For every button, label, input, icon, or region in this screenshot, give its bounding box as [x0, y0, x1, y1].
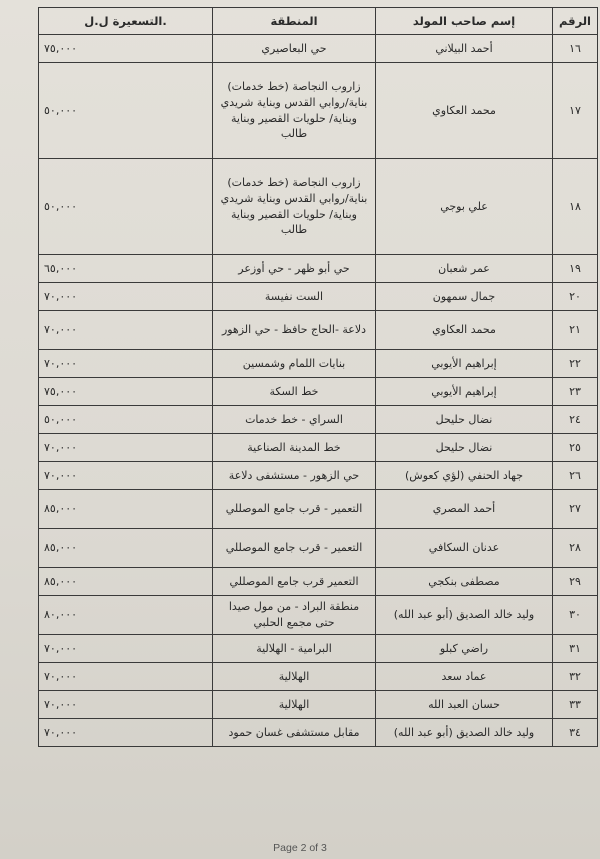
- header-owner: إسم صاحب المولد: [376, 8, 553, 35]
- cell-owner: محمد العكاوي: [376, 63, 553, 159]
- cell-price: ٧٥,٠٠٠: [39, 378, 213, 406]
- cell-number: ٢١: [553, 311, 598, 350]
- table-row: [39, 63, 598, 159]
- table-row: [39, 35, 598, 63]
- cell-number: ٣١: [553, 635, 598, 663]
- cell-area: دلاعة -الحاج حافظ - حي الزهور: [213, 311, 376, 350]
- table-row: [39, 255, 598, 283]
- cell-area: البرامية - الهلالية: [213, 635, 376, 663]
- cell-area: الست نفيسة: [213, 283, 376, 311]
- table-row: [39, 378, 598, 406]
- cell-price: ٧٠,٠٠٠: [39, 691, 213, 719]
- cell-area: مقابل مستشفى غسان حمود: [213, 719, 376, 747]
- table-row: [39, 311, 598, 350]
- cell-owner: عدنان السكافي: [376, 529, 553, 568]
- cell-number: ٢٥: [553, 434, 598, 462]
- cell-price: ٥٠,٠٠٠: [39, 406, 213, 434]
- cell-price: ٨٥,٠٠٠: [39, 490, 213, 529]
- cell-area: زاروب النجاصة (خط خدمات) بناية/روابي القدس وبناية شريدي وبناية/ حلويات القصير وبناية طالب: [213, 63, 376, 159]
- cell-number: ١٩: [553, 255, 598, 283]
- header-area: المنطقة: [213, 8, 376, 35]
- cell-owner: وليد خالد الصديق (أبو عبد الله): [376, 719, 553, 747]
- cell-owner: عمر شعبان: [376, 255, 553, 283]
- cell-number: ٢٠: [553, 283, 598, 311]
- cell-number: ٢٤: [553, 406, 598, 434]
- cell-owner: وليد خالد الصديق (أبو عبد الله): [376, 596, 553, 635]
- table-row: [39, 159, 598, 255]
- cell-price: ٧٠,٠٠٠: [39, 311, 213, 350]
- cell-price: ٧٠,٠٠٠: [39, 434, 213, 462]
- generator-pricing-table: [38, 7, 598, 747]
- cell-area: حي أبو ظهر - حي أوزعر: [213, 255, 376, 283]
- table-row: [39, 462, 598, 490]
- cell-number: ٣٤: [553, 719, 598, 747]
- cell-number: ١٧: [553, 63, 598, 159]
- cell-price: ٨٥,٠٠٠: [39, 568, 213, 596]
- table-row: [39, 283, 598, 311]
- cell-area: الهلالية: [213, 663, 376, 691]
- cell-area: التعمير قرب جامع الموصللي: [213, 568, 376, 596]
- cell-number: ٢٢: [553, 350, 598, 378]
- cell-owner: أحمد المصري: [376, 490, 553, 529]
- cell-price: ٧٠,٠٠٠: [39, 283, 213, 311]
- cell-area: بنايات اللمام وشمسين: [213, 350, 376, 378]
- cell-owner: محمد العكاوي: [376, 311, 553, 350]
- cell-owner: أحمد البيلاني: [376, 35, 553, 63]
- table-row: [39, 434, 598, 462]
- cell-price: ٨٠,٠٠٠: [39, 596, 213, 635]
- cell-price: ٦٥,٠٠٠: [39, 255, 213, 283]
- cell-owner: نضال حليحل: [376, 406, 553, 434]
- cell-area: حي البعاصيري: [213, 35, 376, 63]
- cell-number: ١٨: [553, 159, 598, 255]
- cell-number: ١٦: [553, 35, 598, 63]
- page-footer: Page 2 of 3: [273, 842, 327, 854]
- cell-owner: جمال سمهون: [376, 283, 553, 311]
- cell-price: ٧٠,٠٠٠: [39, 350, 213, 378]
- table-row: [39, 568, 598, 596]
- cell-area: التعمير - قرب جامع الموصللي: [213, 490, 376, 529]
- cell-area: الهلالية: [213, 691, 376, 719]
- cell-price: ٥٠,٠٠٠: [39, 63, 213, 159]
- cell-owner: مصطفى بنكجي: [376, 568, 553, 596]
- cell-price: ٧٥,٠٠٠: [39, 35, 213, 63]
- table-row: [39, 635, 598, 663]
- cell-area: التعمير - قرب جامع الموصللي: [213, 529, 376, 568]
- table-row: [39, 663, 598, 691]
- cell-owner: نضال حليحل: [376, 434, 553, 462]
- cell-area: زاروب النجاصة (خط خدمات) بناية/روابي القدس وبناية شريدي وبناية/ حلويات القصير وبناية طالب: [213, 159, 376, 255]
- cell-price: ٧٠,٠٠٠: [39, 663, 213, 691]
- table-row: [39, 350, 598, 378]
- cell-owner: إبراهيم الأيوبي: [376, 378, 553, 406]
- table-row: [39, 406, 598, 434]
- cell-price: ٧٠,٠٠٠: [39, 462, 213, 490]
- table-row: [39, 529, 598, 568]
- cell-number: ٢٣: [553, 378, 598, 406]
- cell-owner: عماد سعد: [376, 663, 553, 691]
- cell-owner: جهاد الحنفي (لؤي كعوش): [376, 462, 553, 490]
- cell-price: ٨٥,٠٠٠: [39, 529, 213, 568]
- cell-number: ٢٨: [553, 529, 598, 568]
- table-header-row: [39, 8, 598, 35]
- cell-area: حي الزهور - مستشفى دلاعة: [213, 462, 376, 490]
- cell-price: ٧٠,٠٠٠: [39, 719, 213, 747]
- header-price: التسعيرة ل.ل.: [39, 8, 213, 35]
- cell-area: خط المدينة الصناعية: [213, 434, 376, 462]
- cell-number: ٢٧: [553, 490, 598, 529]
- table-row: [39, 596, 598, 635]
- header-number: الرقم: [553, 8, 598, 35]
- cell-area: خط السكة: [213, 378, 376, 406]
- cell-number: ٢٩: [553, 568, 598, 596]
- cell-owner: علي بوجي: [376, 159, 553, 255]
- cell-number: ٣٣: [553, 691, 598, 719]
- cell-price: ٧٠,٠٠٠: [39, 635, 213, 663]
- cell-number: ٣٢: [553, 663, 598, 691]
- cell-price: ٥٠,٠٠٠: [39, 159, 213, 255]
- table-row: [39, 691, 598, 719]
- cell-number: ٣٠: [553, 596, 598, 635]
- cell-number: ٢٦: [553, 462, 598, 490]
- cell-owner: إبراهيم الأيوبي: [376, 350, 553, 378]
- table-row: [39, 490, 598, 529]
- cell-area: منطقة البراد - من مول صيدا حتى مجمع الحلبي: [213, 596, 376, 635]
- cell-owner: راضي كبلو: [376, 635, 553, 663]
- table-row: [39, 719, 598, 747]
- cell-owner: حسان العبد الله: [376, 691, 553, 719]
- cell-area: السراي - خط خدمات: [213, 406, 376, 434]
